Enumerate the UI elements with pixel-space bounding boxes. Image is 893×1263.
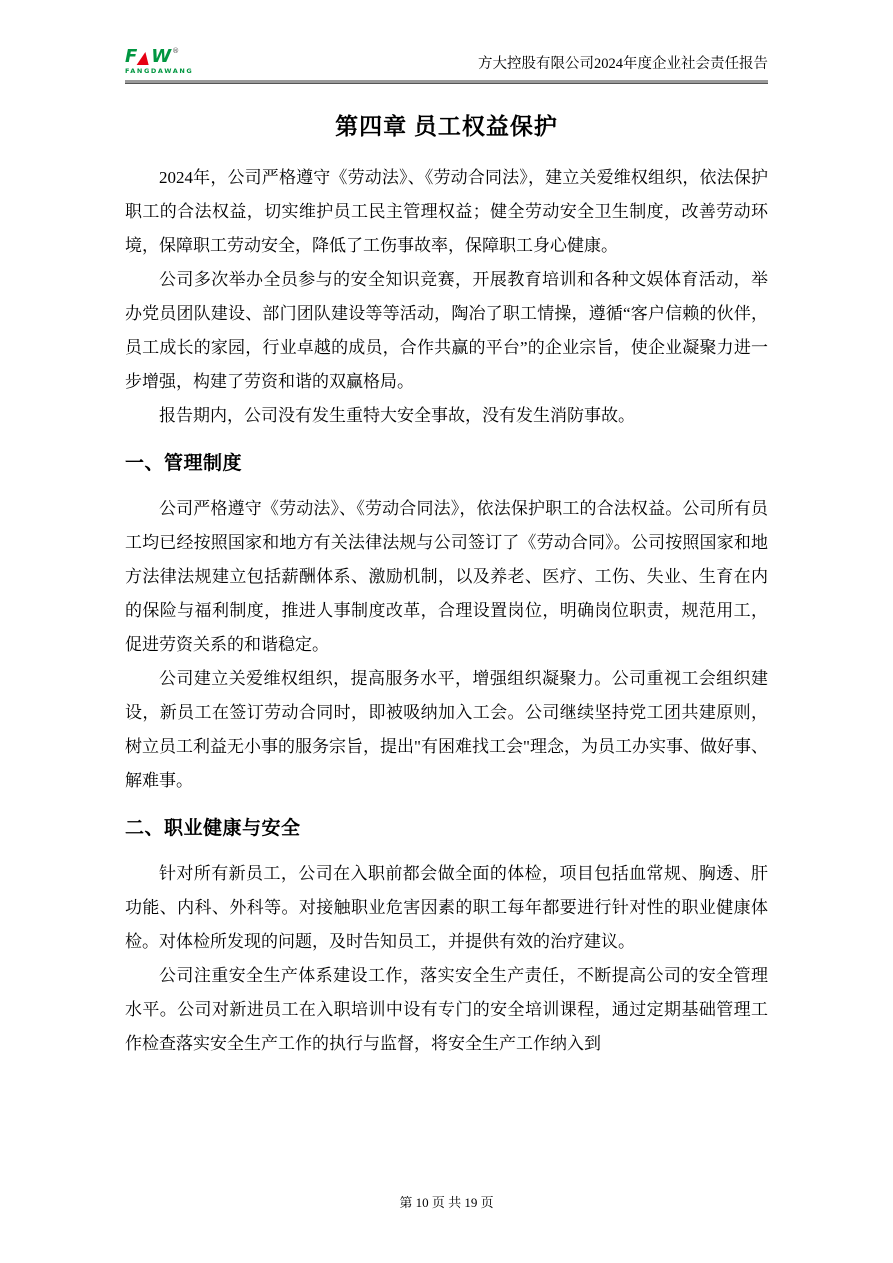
report-header-title: 方大控股有限公司2024年度企业社会责任报告 xyxy=(478,55,768,72)
logo-subtext: FANGDAWANG xyxy=(125,67,194,75)
section2-paragraph-1: 针对所有新员工，公司在入职前都会做全面的体检，项目包括血常规、胸透、肝功能、内科、外科等。对接触职业危害因素的职工每年都要进行针对性的职业健康体检。对体检所发现的问题，及时告知员工，并提供有效的治疗建议。 xyxy=(125,863,768,951)
page-header xyxy=(125,48,768,80)
logo-letter-w: W xyxy=(151,46,171,67)
section2-paragraph-2: 公司注重安全生产体系建设工作，落实安全生产责任，不断提高公司的安全管理水平。公司对新进员工在入职培训中设有专门的安全培训课程，通过定期基础管理工作检查落实安全生产工作的执行与监督，将安全生产工作纳入到 xyxy=(125,965,768,1053)
document-body xyxy=(125,161,768,1061)
intro-paragraph-3: 报告期内，公司没有发生重特大安全事故，没有发生消防事故。 xyxy=(159,405,635,425)
logo-mark xyxy=(125,48,193,66)
chapter-title: 第四章 员工权益保护 xyxy=(335,113,558,139)
section-heading-management: 一、管理制度 xyxy=(125,452,243,474)
red-triangle-icon xyxy=(137,52,152,65)
section-heading-health-safety: 二、职业健康与安全 xyxy=(125,817,301,839)
page-number-footer: 第 10 页 共 19 页 xyxy=(399,1195,494,1210)
logo-letter-f: F xyxy=(125,46,137,67)
header-rule xyxy=(125,80,768,84)
intro-paragraph-2: 公司多次举办全员参与的安全知识竞赛，开展教育培训和各种文娱体育活动，举办党员团队建设、部门团队建设等等活动，陶冶了职工情操，遵循“客户信赖的伙伴，员工成长的家园，行业卓越的成员，合作共赢的平台”的企业宗旨，使企业凝聚力进一步增强，构建了劳资和谐的双赢格局。 xyxy=(125,269,768,391)
registered-trademark-icon: ® xyxy=(172,47,180,55)
intro-paragraph-1: 2024年，公司严格遵守《劳动法》、《劳动合同法》，建立关爱维权组织，依法保护职工的合法权益，切实维护员工民主管理权益；健全劳动安全卫生制度，改善劳动环境，保障职工劳动安全，降低了工伤事故率，保障职工身心健康。 xyxy=(125,167,768,255)
section1-paragraph-1: 公司严格遵守《劳动法》、《劳动合同法》，依法保护职工的合法权益。公司所有员工均已经按照国家和地方有关法律法规与公司签订了《劳动合同》。公司按照国家和地方法律法规建立包括薪酬体系、激励机制，以及养老、医疗、工伤、失业、生育在内的保险与福利制度，推进人事制度改革，合理设置岗位，明确岗位职责，规范用工，促进劳资关系的和谐稳定。 xyxy=(125,498,768,654)
company-logo xyxy=(125,48,193,75)
section1-paragraph-2: 公司建立关爱维权组织，提高服务水平，增强组织凝聚力。公司重视工会组织建设，新员工在签订劳动合同时，即被吸纳加入工会。公司继续坚持党工团共建原则，树立员工利益无小事的服务宗旨，提出"有困难找工会"理念，为员工办实事、做好事、解难事。 xyxy=(125,668,768,790)
